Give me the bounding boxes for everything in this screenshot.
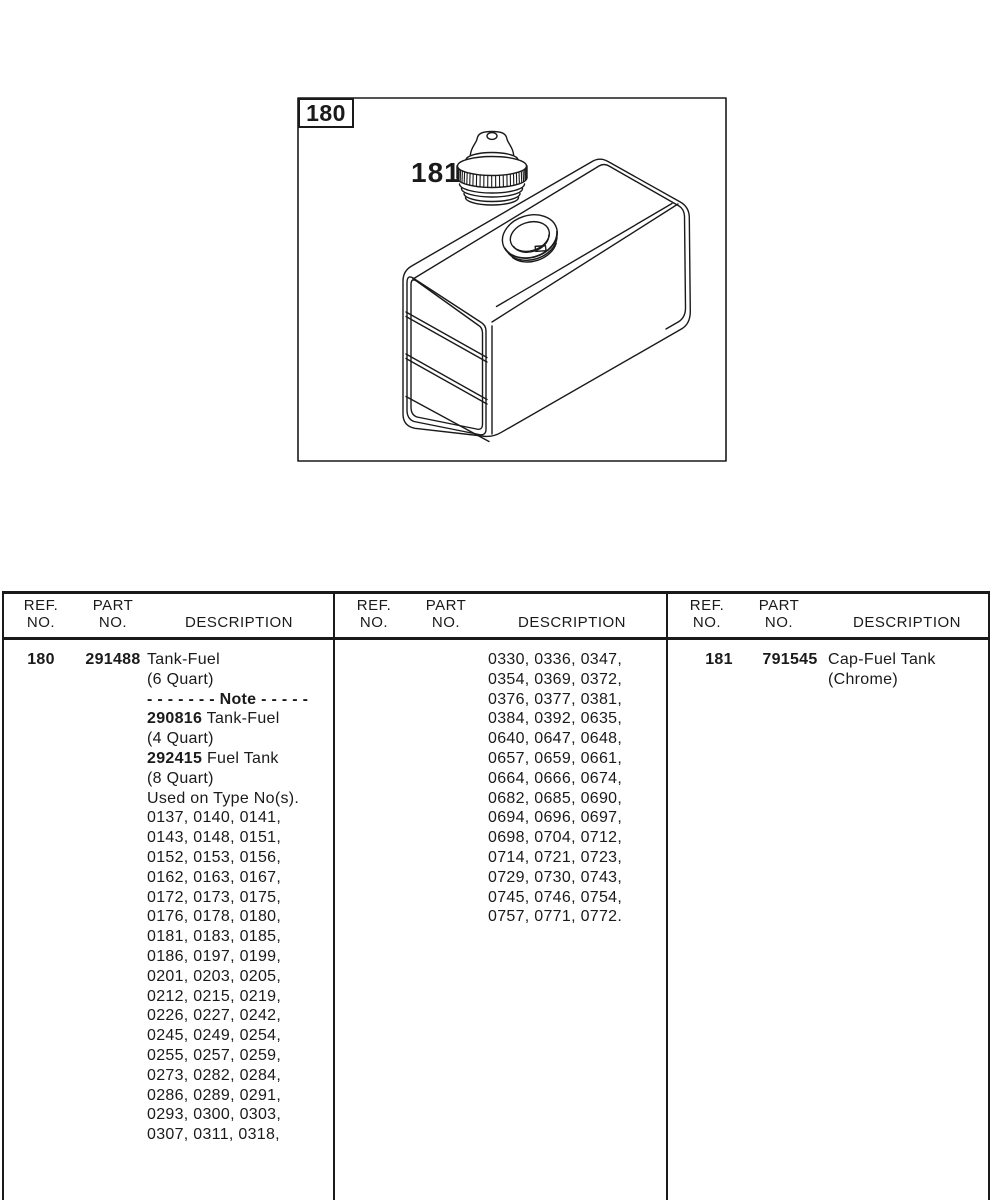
description-line: 0201, 0203, 0205, — [147, 967, 282, 985]
description-line: 0226, 0227, 0242, — [147, 1007, 282, 1025]
description-line: 0384, 0392, 0635, — [488, 710, 623, 728]
description-line: 292415 Fuel Tank — [147, 749, 279, 767]
description-value — [147, 650, 308, 1145]
part-no-value: 791545 — [762, 651, 818, 668]
description-line: 0137, 0140, 0141, — [147, 809, 282, 827]
description-line: 0172, 0173, 0175, — [147, 888, 282, 906]
header-part-no: PART NO. — [758, 597, 800, 631]
diagram-ref-label: 180 — [298, 98, 354, 128]
description-line: 0376, 0377, 0381, — [488, 690, 623, 708]
table-border-right — [988, 591, 990, 1200]
header-description: DESCRIPTION — [852, 614, 961, 631]
description-line: 0212, 0215, 0219, — [147, 987, 282, 1005]
table-column-3 — [668, 591, 988, 1200]
header-ref-no: REF. NO. — [356, 597, 392, 631]
description-line: (Chrome) — [828, 670, 898, 688]
cap-callout-label: 181 — [411, 157, 461, 188]
description-line: Cap-Fuel Tank — [828, 651, 936, 668]
description-line: 0143, 0148, 0151, — [147, 829, 282, 847]
description-line: 0694, 0696, 0697, — [488, 809, 623, 827]
description-line: 0757, 0771, 0772. — [488, 908, 623, 926]
part-no-value: 291488 — [85, 651, 141, 668]
table-column-1 — [2, 591, 333, 1200]
description-line: 0152, 0153, 0156, — [147, 848, 282, 866]
description-line: 0354, 0369, 0372, — [488, 670, 623, 688]
description-line: 0714, 0721, 0723, — [488, 848, 623, 866]
description-value — [828, 650, 936, 690]
description-value — [488, 650, 622, 927]
ref-no-value: 181 — [705, 651, 733, 668]
header-ref-no: REF. NO. — [689, 597, 725, 631]
table-column-2 — [335, 591, 666, 1200]
fuel-tank-outline — [403, 159, 690, 436]
description-line: 0745, 0746, 0754, — [488, 888, 623, 906]
description-line: 0640, 0647, 0648, — [488, 730, 623, 748]
description-line: 0293, 0300, 0303, — [147, 1106, 282, 1124]
description-line: 0657, 0659, 0661, — [488, 749, 623, 767]
description-line: 0307, 0311, 0318, — [147, 1126, 280, 1144]
description-line: 0330, 0336, 0347, — [488, 651, 623, 668]
ref-no-value: 180 — [27, 651, 55, 668]
description-line: 0186, 0197, 0199, — [147, 947, 282, 965]
description-line: - - - - - - - Note - - - - - — [147, 690, 309, 708]
description-line: 0176, 0178, 0180, — [147, 908, 282, 926]
description-line: Used on Type No(s). — [147, 789, 300, 807]
description-line: 0682, 0685, 0690, — [488, 789, 623, 807]
header-part-no: PART NO. — [92, 597, 134, 631]
description-line: 0245, 0249, 0254, — [147, 1027, 282, 1045]
description-line: 0273, 0282, 0284, — [147, 1066, 282, 1084]
header-description: DESCRIPTION — [517, 614, 626, 631]
description-line: 0162, 0163, 0167, — [147, 868, 282, 886]
description-line: (6 Quart) — [147, 670, 214, 688]
description-line: 0181, 0183, 0185, — [147, 928, 282, 946]
description-line: 0664, 0666, 0674, — [488, 769, 623, 787]
description-line: (8 Quart) — [147, 769, 214, 787]
fuel-cap — [457, 132, 527, 206]
description-line: (4 Quart) — [147, 730, 214, 748]
header-description: DESCRIPTION — [184, 614, 293, 631]
description-line: 0286, 0289, 0291, — [147, 1086, 282, 1104]
description-line: 0698, 0704, 0712, — [488, 829, 623, 847]
description-line: 0729, 0730, 0743, — [488, 868, 623, 886]
description-line: 290816 Tank-Fuel — [147, 710, 280, 728]
description-line: Tank-Fuel — [147, 651, 220, 668]
header-ref-no: REF. NO. — [23, 597, 59, 631]
header-part-no: PART NO. — [425, 597, 467, 631]
description-line: 0255, 0257, 0259, — [147, 1046, 282, 1064]
